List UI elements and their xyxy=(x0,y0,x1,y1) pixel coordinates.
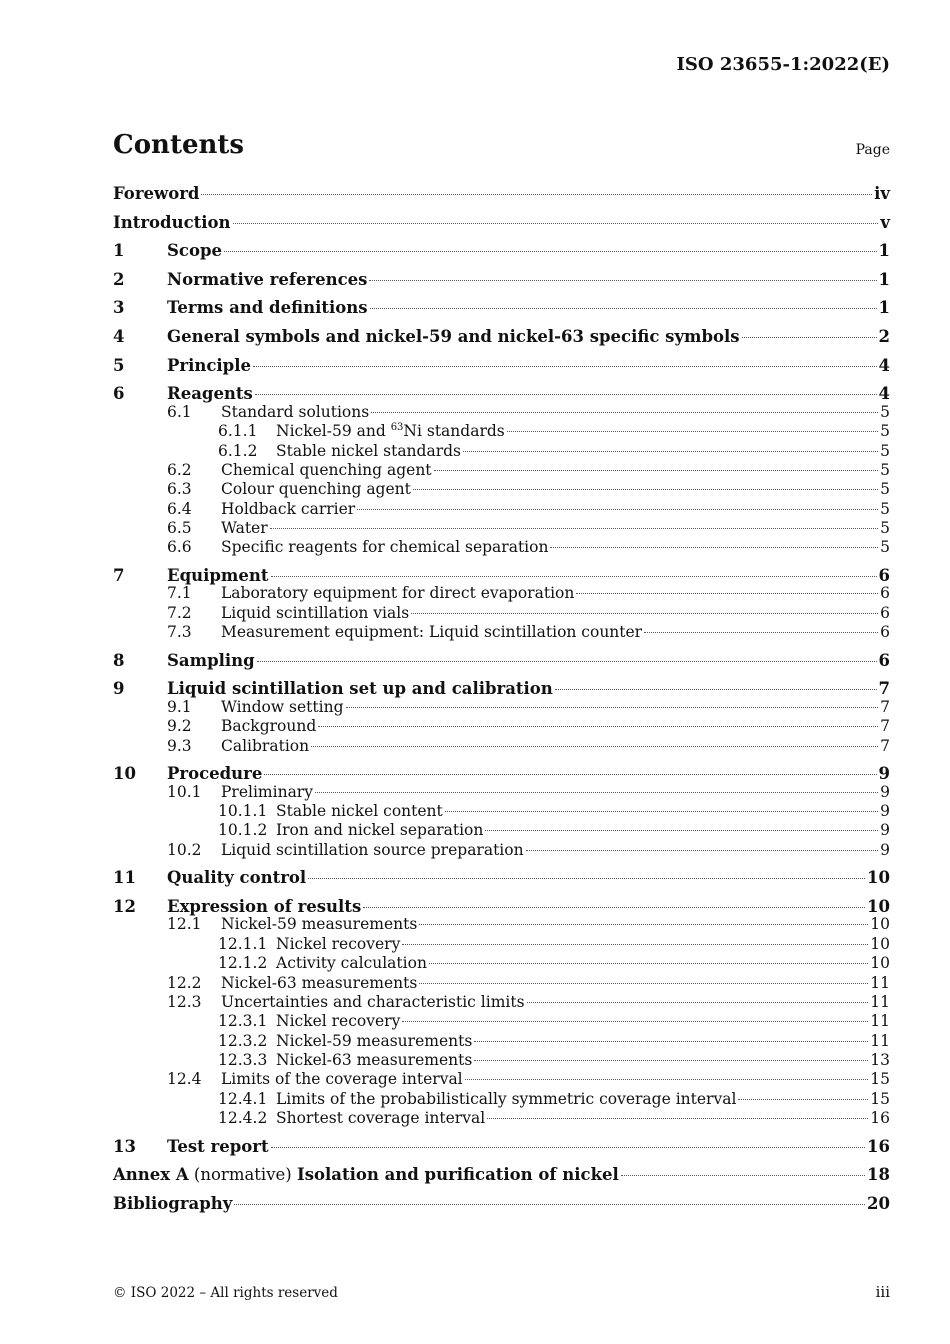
toc-entry-number: 6.6 xyxy=(167,538,192,557)
toc-entry-number: 6 xyxy=(113,384,125,404)
toc-entry-label: Nickel-59 measurements xyxy=(276,1031,473,1050)
toc-entry-label: Holdback carrier xyxy=(221,499,356,518)
toc-entry-page: 15 xyxy=(870,1089,890,1108)
leader-dots xyxy=(487,1118,868,1119)
toc-entry-number: 8 xyxy=(113,650,125,670)
leader-dots xyxy=(234,1204,865,1205)
toc-entry-11[interactable] xyxy=(113,868,890,897)
toc-entry-page: 6 xyxy=(878,650,890,670)
leader-dots xyxy=(434,470,879,471)
toc-entry-page: 7 xyxy=(880,736,890,755)
toc-entry-number: 2 xyxy=(113,269,125,289)
toc-entry-label: Test report xyxy=(167,1136,269,1156)
toc-entry-6-5[interactable] xyxy=(113,519,890,538)
leader-dots xyxy=(419,924,868,925)
toc-entry-number: 12.3.3 xyxy=(218,1051,268,1070)
toc-entry-12-4-2[interactable] xyxy=(113,1109,890,1128)
leader-dots xyxy=(308,878,865,879)
toc-entry-page: 18 xyxy=(867,1165,890,1185)
toc-entry-page: 10 xyxy=(870,954,890,973)
toc-entry-page: 9 xyxy=(880,782,890,801)
toc-entry-page: 11 xyxy=(870,1012,890,1031)
leader-dots xyxy=(526,850,879,851)
leader-dots xyxy=(550,547,878,548)
toc-entry-10-1[interactable] xyxy=(113,783,890,802)
toc-entry-label: Foreword xyxy=(113,184,200,203)
toc-entry-label: Shortest coverage interval xyxy=(276,1109,486,1128)
toc-entry-number: 6.3 xyxy=(167,480,192,499)
toc-entry-label: Colour quenching agent xyxy=(221,480,411,499)
toc-entry-9-2[interactable] xyxy=(113,717,890,736)
leader-dots xyxy=(264,774,876,775)
leader-dots xyxy=(357,509,878,510)
toc-entry-label: Liquid scintillation set up and calibration xyxy=(167,679,553,699)
leader-dots xyxy=(318,726,878,727)
toc-entry-page: 16 xyxy=(870,1109,890,1128)
toc-entry-number: 6.2 xyxy=(167,460,192,479)
toc-entry-number: 12.4 xyxy=(167,1070,202,1089)
toc-entry-page: 5 xyxy=(880,422,890,441)
toc-entry-label: Background xyxy=(221,717,317,736)
leader-dots xyxy=(402,1021,868,1022)
toc-entry-10-1-1[interactable] xyxy=(113,802,890,821)
toc-entry-label: Standard solutions xyxy=(221,402,370,421)
toc-entry-page: 7 xyxy=(880,717,890,736)
toc-entry-12-3[interactable] xyxy=(113,993,890,1012)
toc-entry-12-2[interactable] xyxy=(113,974,890,993)
toc-entry-page: 5 xyxy=(880,402,890,421)
toc-entry-label: Liquid scintillation vials xyxy=(221,603,410,622)
leader-dots xyxy=(363,907,865,908)
toc-entry-label: Equipment xyxy=(167,565,269,585)
toc-entry-number: 9.3 xyxy=(167,736,192,755)
toc-entry-5[interactable] xyxy=(113,356,890,385)
toc-entry-number: 10.2 xyxy=(167,840,202,859)
toc-entry-1[interactable] xyxy=(113,241,890,270)
leader-dots xyxy=(738,1099,868,1100)
toc-entry-label: Stable nickel standards xyxy=(276,441,461,460)
toc-entry-label: Principle xyxy=(167,355,251,375)
toc-entry-number: 13 xyxy=(113,1136,136,1156)
toc-entry-number: 12.1 xyxy=(167,915,202,934)
toc-entry-page: 9 xyxy=(880,801,890,820)
leader-dots xyxy=(474,1041,868,1042)
toc-entry-label: Limits of the probabilistically symmetric coverage interval xyxy=(276,1089,737,1108)
toc-entry-label: Preliminary xyxy=(221,782,313,801)
toc-entry-number: 7.3 xyxy=(167,623,192,642)
toc-entry-number: 12.4.1 xyxy=(218,1089,268,1108)
toc-entry-page: 6 xyxy=(880,603,890,622)
toc-entry-label: Annex A (normative) Isolation and purification of nickel xyxy=(113,1165,619,1185)
toc-entry-page: 10 xyxy=(870,934,890,953)
toc-entry-label: Water xyxy=(221,519,268,538)
toc-entry-number: 12.3 xyxy=(167,992,202,1011)
toc-entry-page: 13 xyxy=(870,1051,890,1070)
toc-entry-page: 7 xyxy=(878,679,890,699)
toc-entry-number: 1 xyxy=(113,241,125,261)
toc-entry-7-3[interactable] xyxy=(113,623,890,642)
toc-entry-page: 11 xyxy=(870,973,890,992)
toc-entry-label: Terms and definitions xyxy=(167,298,368,318)
toc-entry-10-2[interactable] xyxy=(113,841,890,860)
toc-entry-number: 6.1.1 xyxy=(218,422,258,441)
leader-dots xyxy=(346,707,879,708)
leader-dots xyxy=(413,489,878,490)
toc-entry-9-1[interactable] xyxy=(113,698,890,717)
toc-entry-page: 9 xyxy=(878,764,890,783)
leader-dots xyxy=(270,528,878,529)
toc-entry-number: 7.1 xyxy=(167,584,192,603)
toc-entry-page: 6 xyxy=(880,584,890,603)
toc-entry-label: Expression of results xyxy=(167,896,362,916)
leader-dots xyxy=(271,1147,865,1148)
toc-entry-label: Laboratory equipment for direct evaporation xyxy=(221,584,575,603)
toc-entry-number: 6.5 xyxy=(167,519,192,538)
toc-entry-6-4[interactable] xyxy=(113,500,890,519)
toc-entry-number: 9 xyxy=(113,679,125,699)
leader-dots xyxy=(465,1079,869,1080)
leader-dots xyxy=(576,593,878,594)
toc-entry-number: 12.2 xyxy=(167,973,202,992)
toc-entry-number: 9.2 xyxy=(167,717,192,736)
toc-entry-label: Uncertainties and characteristic limits xyxy=(221,992,525,1011)
toc-entry-12-4-1[interactable] xyxy=(113,1090,890,1109)
toc-entry-2[interactable] xyxy=(113,270,890,299)
toc-entry-page: 10 xyxy=(867,868,890,888)
toc-entry-8[interactable] xyxy=(113,651,890,680)
toc-entry-page: 5 xyxy=(880,460,890,479)
leader-dots xyxy=(507,431,878,432)
toc-entry-label: Activity calculation xyxy=(276,954,427,973)
leader-dots xyxy=(621,1175,865,1176)
leader-dots xyxy=(527,1002,869,1003)
leader-dots xyxy=(371,412,878,413)
toc-entry-7-2[interactable] xyxy=(113,604,890,623)
toc-entry-3[interactable] xyxy=(113,298,890,327)
toc-entry-page: iv xyxy=(874,184,890,203)
leader-dots xyxy=(429,963,868,964)
toc-entry-13[interactable] xyxy=(113,1137,890,1166)
toc-entry-label: Specific reagents for chemical separation xyxy=(221,538,549,557)
toc-entry-number: 10.1 xyxy=(167,782,202,801)
toc-entry-4[interactable] xyxy=(113,327,890,356)
toc-entry-label: Nickel-63 measurements xyxy=(276,1051,473,1070)
leader-dots xyxy=(311,746,878,747)
page-title: Contents xyxy=(113,130,245,160)
toc-entry-label: Nickel-59 and $^{63}$Ni standards xyxy=(276,422,505,441)
toc-entry-label: Normative references xyxy=(167,269,368,289)
toc-entry-label: Limits of the coverage interval xyxy=(221,1070,463,1089)
toc-entry-label: Stable nickel content xyxy=(276,801,443,820)
toc-entry-label: Measurement equipment: Liquid scintillation counter xyxy=(221,623,643,642)
toc-entry-label: Iron and nickel separation xyxy=(276,821,484,840)
toc-entry-page: 15 xyxy=(870,1070,890,1089)
toc-entry-number: 10.1.2 xyxy=(218,821,268,840)
toc-entry-number: 7.2 xyxy=(167,603,192,622)
document-id: ISO 23655-1:2022(E) xyxy=(676,54,890,75)
toc-entry-page: 4 xyxy=(878,355,890,375)
toc-entry-label: Bibliography xyxy=(113,1193,233,1213)
leader-dots xyxy=(271,576,877,577)
leader-dots xyxy=(463,451,878,452)
toc-entry-label: Introduction xyxy=(113,212,231,232)
toc-entry-number: 10 xyxy=(113,764,136,783)
toc-entry-page: 5 xyxy=(880,519,890,538)
leader-dots xyxy=(255,394,877,395)
leader-dots xyxy=(485,830,878,831)
toc-entry-page: 11 xyxy=(870,1031,890,1050)
toc-entry-7-1[interactable] xyxy=(113,584,890,603)
toc-entry-page: 10 xyxy=(867,896,890,916)
toc-entry-label: Procedure xyxy=(167,764,263,783)
leader-dots xyxy=(201,194,872,195)
toc-entry-foreword[interactable] xyxy=(113,184,890,213)
toc-entry-number: 7 xyxy=(113,565,125,585)
page-number: iii xyxy=(875,1283,890,1301)
toc-entry-label: General symbols and nickel-59 and nickel-63 specific symbols xyxy=(167,326,740,346)
toc-entry-label: Sampling xyxy=(167,650,255,670)
leader-dots xyxy=(253,366,877,367)
table-of-contents xyxy=(113,184,890,1222)
leader-dots xyxy=(369,280,876,281)
toc-entry-9-3[interactable] xyxy=(113,737,890,756)
toc-entry-label: Nickel-63 measurements xyxy=(221,973,418,992)
toc-entry-label: Nickel recovery xyxy=(276,1012,401,1031)
leader-dots xyxy=(224,251,877,252)
toc-entry-6-1[interactable] xyxy=(113,403,890,422)
toc-entry-6-3[interactable] xyxy=(113,480,890,499)
toc-entry-page: 16 xyxy=(867,1136,890,1156)
copyright-notice: © ISO 2022 – All rights reserved xyxy=(113,1285,338,1301)
toc-entry-number: 12 xyxy=(113,896,136,916)
toc-entry-12-1-1[interactable] xyxy=(113,935,890,954)
toc-entry-page: 9 xyxy=(880,840,890,859)
toc-entry-number: 6.4 xyxy=(167,499,192,518)
toc-entry-page: 5 xyxy=(880,441,890,460)
toc-entry-number: 12.1.2 xyxy=(218,954,268,973)
toc-entry-12-4[interactable] xyxy=(113,1070,890,1089)
toc-entry-label: Window setting xyxy=(221,697,344,716)
toc-entry-page: 2 xyxy=(878,326,890,346)
toc-entry-page: v xyxy=(880,212,890,232)
toc-entry-page: 11 xyxy=(870,992,890,1011)
toc-entry-6-1-1[interactable] xyxy=(113,422,890,441)
leader-dots xyxy=(445,811,878,812)
toc-entry-page: 5 xyxy=(880,538,890,557)
toc-entry-12-3-3[interactable] xyxy=(113,1051,890,1070)
toc-entry-10-1-2[interactable] xyxy=(113,821,890,840)
toc-entry-bibliography[interactable] xyxy=(113,1194,890,1223)
leader-dots xyxy=(315,792,878,793)
toc-entry-label: Chemical quenching agent xyxy=(221,460,432,479)
toc-entry-number: 12.4.2 xyxy=(218,1109,268,1128)
toc-entry-6-1-2[interactable] xyxy=(113,442,890,461)
toc-entry-number: 12.3.2 xyxy=(218,1031,268,1050)
toc-entry-number: 3 xyxy=(113,298,125,318)
toc-entry-page: 20 xyxy=(867,1193,890,1213)
toc-entry-label: Scope xyxy=(167,241,223,261)
toc-entry-page: 1 xyxy=(878,269,890,289)
leader-dots xyxy=(474,1060,868,1061)
toc-entry-label: Reagents xyxy=(167,384,253,404)
toc-entry-12-1[interactable] xyxy=(113,915,890,934)
toc-entry-12-3-2[interactable] xyxy=(113,1032,890,1051)
toc-entry-annex-a[interactable] xyxy=(113,1165,890,1194)
toc-entry-12-3-1[interactable] xyxy=(113,1012,890,1031)
leader-dots xyxy=(419,983,868,984)
leader-dots xyxy=(555,689,877,690)
toc-entry-number: 6.1 xyxy=(167,402,192,421)
toc-entry-page: 1 xyxy=(878,241,890,261)
toc-entry-label: Nickel-59 measurements xyxy=(221,915,418,934)
toc-entry-label: Quality control xyxy=(167,868,307,888)
toc-entry-page: 5 xyxy=(880,499,890,518)
toc-entry-label: Liquid scintillation source preparation xyxy=(221,840,524,859)
toc-entry-page: 10 xyxy=(870,915,890,934)
leader-dots xyxy=(257,661,877,662)
leader-dots xyxy=(402,944,868,945)
toc-entry-12-1-2[interactable] xyxy=(113,954,890,973)
toc-entry-page: 6 xyxy=(878,565,890,585)
leader-dots xyxy=(233,223,879,224)
toc-entry-number: 5 xyxy=(113,355,125,375)
leader-dots xyxy=(411,613,878,614)
toc-entry-6-6[interactable] xyxy=(113,538,890,557)
toc-entry-page: 5 xyxy=(880,480,890,499)
toc-entry-page: 4 xyxy=(878,384,890,404)
toc-entry-number: 9.1 xyxy=(167,697,192,716)
toc-entry-number: 10.1.1 xyxy=(218,801,268,820)
toc-entry-introduction[interactable] xyxy=(113,213,890,242)
toc-entry-page: 7 xyxy=(880,697,890,716)
toc-entry-page: 1 xyxy=(878,298,890,318)
toc-entry-label: Calibration xyxy=(221,736,310,755)
toc-entry-page: 6 xyxy=(880,623,890,642)
toc-entry-number: 11 xyxy=(113,868,136,888)
page-column-label: Page xyxy=(855,142,890,158)
toc-entry-number: 6.1.2 xyxy=(218,441,258,460)
toc-entry-number: 12.3.1 xyxy=(218,1012,268,1031)
toc-entry-number: 4 xyxy=(113,326,125,346)
toc-entry-label: Nickel recovery xyxy=(276,934,401,953)
leader-dots xyxy=(644,632,878,633)
leader-dots xyxy=(742,337,877,338)
toc-entry-6-2[interactable] xyxy=(113,461,890,480)
toc-entry-page: 9 xyxy=(880,821,890,840)
leader-dots xyxy=(370,308,877,309)
toc-entry-number: 12.1.1 xyxy=(218,934,268,953)
